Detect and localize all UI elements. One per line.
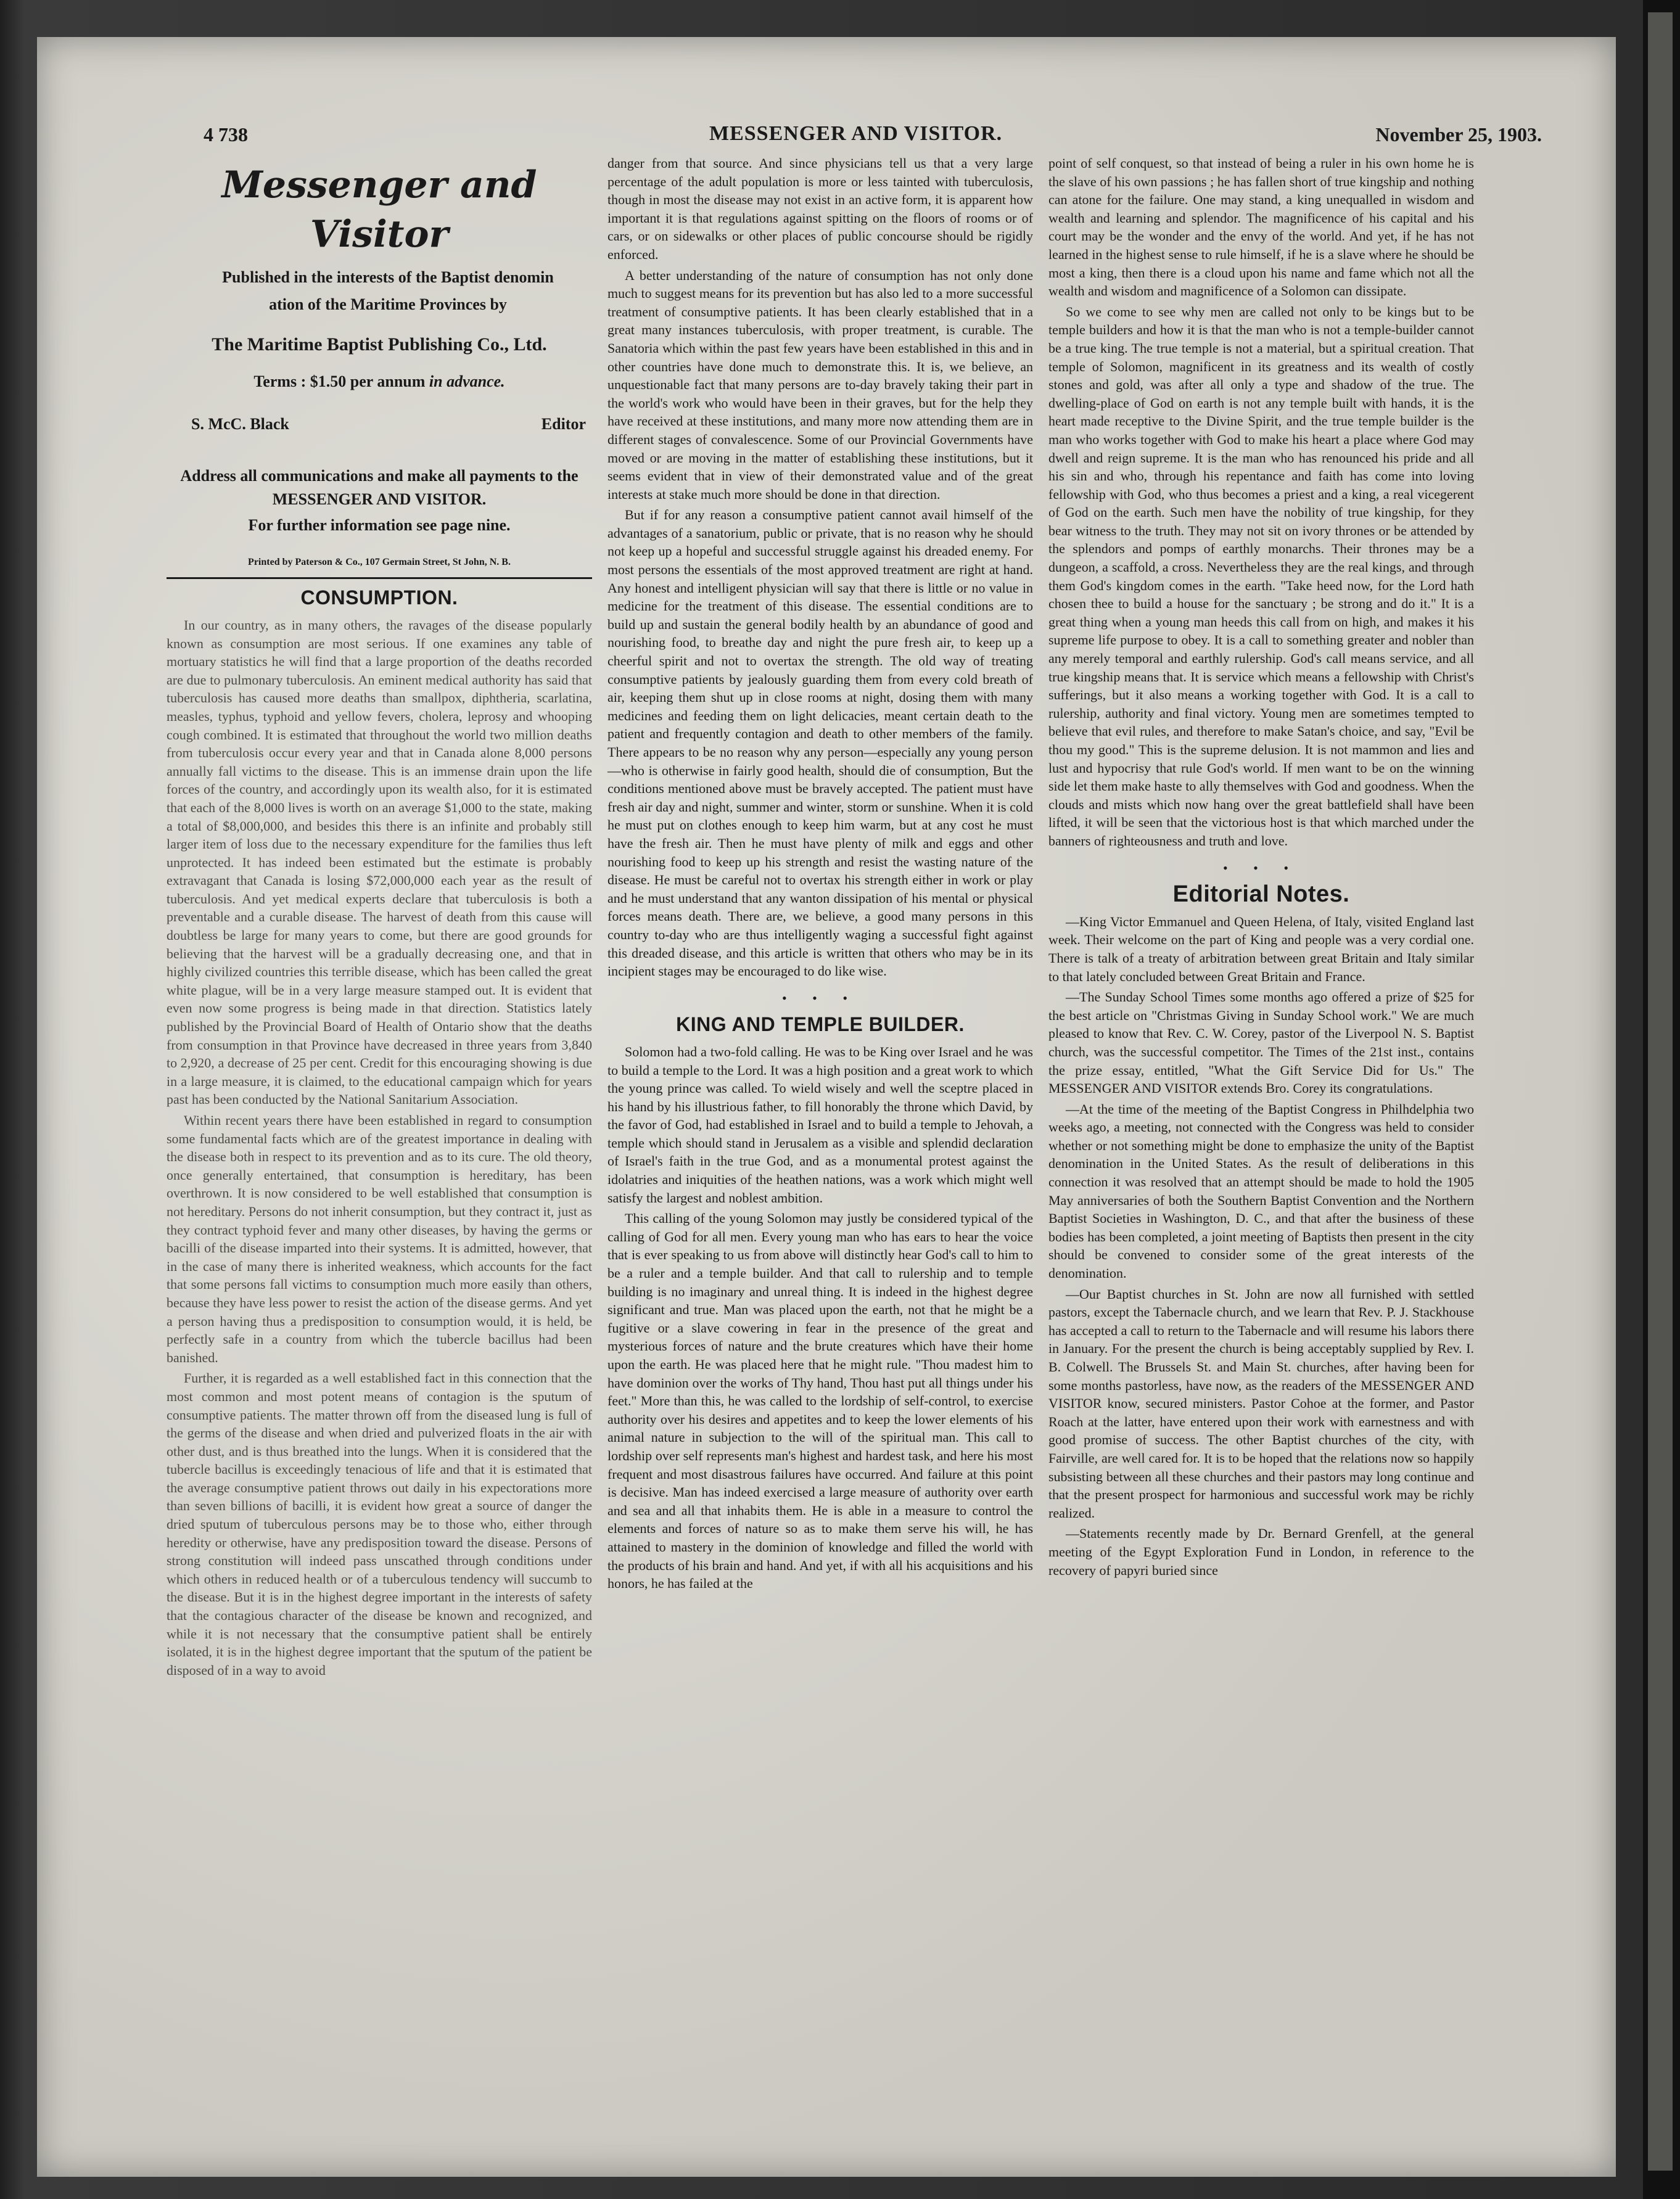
masthead-editor [167, 415, 592, 440]
king-heading: KING AND TEMPLE BUILDER. [676, 1013, 965, 1036]
consumption-paragraph-2: Within recent years there have been established in regard to consumption some fundamental facts which are of the greatest importance in dealing with the disease both in respect to its prevention and as to its cure. The old theory, once generally entertained, that consumption is hereditary, has been overthrown. It is now considered to be well established that consumption is not hereditary. Persons do not inherit consumption, but they contract it, just as they contract typhoid fever and many other diseases, by having the germs or bacilli of the disease imparted into their systems. It is admitted, however, that in the case of many there is inherited weakness, which accounts for the fact that some persons fall victims to consumption much more easily than others, because they have less power to resist the action of the disease germs. And yet a person having thus a predisposition to consumption would, it is held, be perfectly safe in a country from which the tubercle bacillus had been banished. [167, 1112, 592, 1365]
editor-role: Editor [541, 415, 586, 434]
masthead-publisher: The Maritime Baptist Publishing Co., Ltd. [212, 334, 547, 355]
editorial-note-4: —Our Baptist churches in St. John are now all furnished with settled pastors, except the Tabernacle church, and we learn that Rev. P. J. Stackhouse has accepted a call to return to the Tabernacle and will resume his labors there in January. For the present the church is being acceptably supplied by Rev. I. B. Colwell. The Brussels St. and Main St. churches, after having been for some months pastorless, have now, as the readers of the MESSENGER AND VISITOR know, secured ministers. Pastor Cohoe at the former, and Pastor Roach at the latter, have entered upon their work with earnestness and with good promise of success. The other Baptist churches of the city, with Fairville, are well cared for. It is to be hoped that the relations now so happily subsisting between all these churches and their pastors may long continue and that the present prospect for harmonious and successful work may be richly realized. [1048, 1286, 1474, 1521]
king-paragraph-1: Solomon had a two-fold calling. He was to be King over Israel and he was to build a temple to the Lord. It was a high position and a great work to which the young prince was called. To wield wisely and well the sceptre placed in his hand by his illustrious father, to fill honorably the throne which David, by the favor of God, had established in Israel and to build a temple to Jehovah, a temple which should stand in Jerusalem as a visible and splendid declaration of Israel's faith in the true God, and as a monumental protest against the idolatries and iniquities of the heathen nations, was a work which might well satisfy the largest and noblest ambition. [607, 1043, 1033, 1206]
terms-price: Terms : $1.50 per annum [253, 372, 426, 390]
editorial-note-1: —King Victor Emmanuel and Queen Helena, of Italy, visited England last week. Their welcome on the part of King and people was a very cordial one. There is talk of a treaty of arbitration between great Britain and Italy similar to that lately concluded between Great Britain and France. [1048, 913, 1474, 984]
adjacent-page-edge [1643, 0, 1680, 2199]
masthead-printer: Printed by Paterson & Co., 107 Germain Street, St John, N. B. [248, 556, 511, 567]
masthead-title: Messenger and Visitor [221, 163, 537, 256]
masthead-line-2: ation of the Maritime Provinces by [269, 295, 507, 313]
consumption-paragraph-6: But if for any reason a consumptive patient cannot avail himself of the advantages of a sanatorium, public or private, that is no reason why he should not keep up a hopeful and successful struggle against his dreaded enemy. For most persons the essentials of the most approved treatment are right at hand. Any honest and intelligent physician will say that there is little or no value in medicine for the treatment of this disease. The essential conditions are to build up and sustain the general bodily health by an abundance of good and nourishing food, to breathe day and night the pure fresh air, to keep up a cheerful spirit and not to overtax the strength. The old way of treating consumptive patients by jealously guarding them from every cold breath of air, keeping them shut up in close rooms at night, dosing them with many medicines and feeding them on light delicacies, meant certain death to the patient and frequently contagion and death to other members of the family. There appears to be no reason why any person—especially any young person—who is otherwise in fairly good health, should die of consumption, But the conditions mentioned above must be bravely accepted. The patient must have fresh air day and night, summer and winter, storm or sunshine. When it is cold he must put on clothes enough to keep him warm, but at any cost he must have the fresh air. Then he must have plenty of milk and eggs and other nourishing food to keep up his strength and resist the wasting nature of the disease. He must be careful not to overtax his strength either in work or play and he must understand that any wanton dissipation of his mental or physical forces means death. There are, we believe, a good many persons in this country to-day who are thus intelligently waging a successful fight against this dreaded disease, and this article is written that others who may be in its incipient stages may be encouraged to do like wise. [607, 507, 1033, 979]
masthead-line-1: Published in the interests of the Baptist denomin [222, 268, 554, 286]
terms-advance: in advance. [429, 372, 505, 390]
section-separator-1: • • • [781, 990, 859, 1006]
consumption-paragraph-1: In our country, as in many others, the ravages of the disease popularly known as consumption are most serious. If one examines any table of mortuary statistics he will find that a large proportion of the deaths recorded are due to pulmonary tuberculosis. An eminent medical authority has said that tuberculosis has caused more deaths than smallpox, diphtheria, scarlatina, measles, typhus, typhoid and yellow fevers, cholera, leprosy and whooping cough combined. It is estimated that throughout the world two million deaths from tuberculosis occur every year and that in Canada alone 8,000 persons annually fall victims to the disease. This is an immense drain upon the life forces of the country, and accordingly upon its wealth also, for it is estimated that each of the 8,000 lives is worth on an average $1,000 to the state, making a total of $8,000,000, and besides this there is an infinite and probably still larger item of loss due to the necessary expenditure for the families thus left unprotected. It has indeed been estimated but the estimate is probably extravagant that Canada is losing $72,000,000 each year as the result of tuberculosis. And yet medical experts declare that tuberculosis is both a preventable and a curable disease. The harvest of death from this cause will doubtless be large for many years to come, but there are good grounds for believing that the harvest will be a gradually decreasing one, and that in highly civilized countries this terrible disease, which has been called the great white plague, will be in a very large measure stamped out. It is evident that even now some progress is being made in that direction. Statistics lately published by the Provincial Board of Health of Ontario show that the deaths from consumption in that Province have decreased in three years from 3,840 to 2,920, a decrease of 25 per cent. Credit for this encouraging showing is due in a large measure, it is claimed, to the educational campaign which for years past has been conducted by the National Sanitarium Association. [167, 617, 592, 1108]
masthead-address: Address all communications and make all payments to the MESSENGER AND VISITOR. [180, 467, 579, 509]
consumption-paragraph-5: A better understanding of the nature of consumption has not only done much to suggest means for its prevention but has also led to a more successful treatment of consumptive patients. It has been clearly established that in a great many instances tuberculosis, with proper treatment, is curable. The Sanatoria which within the past few years have been established in this and in other countries have done much to demonstrate this. It is, we believe, an unquestionable fact that many persons are to-day bravely taking their part in the world's work who would have been in their graves, but for the help they have received at these institutions, and many more now attending them are in different stages of convalescence. Some of our Provincial Governments have moved or are moving in the matter of establishing these institutions, but it seems evident that in view of their demonstrated value and of the great interests at stake much more should be done in that direction. [607, 267, 1033, 502]
editor-name: S. McC. Black [191, 415, 289, 434]
editorial-note-5: —Statements recently made by Dr. Bernard Grenfell, at the general meeting of the Egypt Exploration Fund in London, in reference to the recovery of papyri buried since [1048, 1526, 1474, 1578]
king-paragraph-4: So we come to see why men are called not only to be kings but to be temple builders and how it is that the man who is not a temple-builder cannot be a true king. The true temple is not a material, but a spiritual creation. That temple of Solomon, magnificent in its greatness and its wealth of costly stones and gold, was after all only a type and shadow of the true. The dwelling-place of God on earth is not any temple built with hands, it is the heart made receptive to the Divine Spirit, and the true temple builder is the man who works together with God to make his heart a place where God may dwell and reign supreme. It is the man who has renounced his pride and all his sin and who, through his repentance and faith has come into loving fellowship with God, who thus becomes a priest and a king, a real vicegerent of God on the earth. Such men have the nobility of true kingship, for they bear witness to the truth. They may not sit on ivory thrones or be attended by the splendors and pomps of earthly monarchs. Their thrones may be a dungeon, a scaffold, a cross. Nevertheless they are the real kings, and through them God's kingdom comes in the earth. "Take heed now, for the Lord hath chosen thee to build a house for the sanctuary ; be strong and do it." It is a great thing when a young man heeds this call from on high, and makes it his supreme life purpose to obey. It is a call to something greater and nobler than any merely temporal and earthly rulership. God's call means service, and all true kingship means that. It is service which means a fellowship with Christ's sufferings, but it also means a working together with God. It is a call to rulership, authority and final victory. Young men are sometimes tempted to believe that evil rules, and therefore to make Satan's choice, and say, "Evil be thou my good." This is the supreme delusion. It is not mammon and lies and lust and hypocrisy that rule God's world. If men want to be on the winning side let them make haste to ally themselves with God and goodness. When the clouds and mists which now hang over the great battlefield shall have been lifted, it will be seen that the victorious host is that which marched under the banners of righteousness and truth and love. [1048, 303, 1474, 849]
page-number: 4 738 [204, 123, 248, 146]
king-paragraph-2: This calling of the young Solomon may justly be considered typical of the calling of God for all men. Every young man who has ears to hear the voice that is ever speaking to us from above will distinctly hear God's call to him to be a ruler and a temple builder. And that call to rulership and to temple building is no imaginary and unreal thing. It is indeed in the highest degree significant and true. Man was placed upon the earth, not that he might be a fugitive or a slave cowering in fear in the presence of the great and mysterious forces of nature and the brute creatures which have their home upon the earth. He was placed here that he might rule. "Thou madest him to have dominion over the works of Thy hand, Thou hast put all things under his feet." More than this, he was called to the lordship of self-control, to exercise authority over his desires and appetites and to keep the lower elements of his animal nature in subjection to the will of the spiritual man. This call to lordship over self represents man's highest and hardest task, and here his most frequent and most disastrous failures have occurred. And failure at this point is decisive. Man has indeed exercised a large measure of authority over earth and sea and all that inhabits them. He is able in a measure to control the elements and forces of nature so as to make them serve his will, he has attained to mastery in the dominion of knowledge and filled the world with the products of his brain and hand. And yet, if with all his acquisitions and his honors, he has failed at the [607, 1210, 1033, 1592]
column-middle [607, 154, 1033, 1595]
page-header [154, 111, 1542, 148]
consumption-paragraph-4: danger from that source. And since physicians tell us that a very large percentage of the adult population is more or less tainted with tuberculosis, though in most the disease may not exist in an active form, it is apparent how important it is that regulations against spitting on the floors of rooms or of cars, or on sidewalks or other places of public concourse should be rigidly enforced. [607, 155, 1033, 262]
column-left [167, 154, 592, 1682]
consumption-heading: CONSUMPTION. [300, 586, 458, 609]
masthead-rule [167, 577, 592, 579]
masthead-further-info: For further information see page nine. [248, 516, 511, 535]
editorial-note-2: —The Sunday School Times some months ago offered a prize of $25 for the best article on "Christmas Giving in Sunday School work." We are much pleased to know that Rev. C. W. Corey, pastor of the Liverpool N. S. Baptist church, was the successful competitor. The Times of the 21st inst., contains the prize essay, entitled, "What the Gift Service Did for Us." The MESSENGER AND VISITOR extends Bro. Corey its congratulations. [1048, 989, 1474, 1096]
consumption-paragraph-3: Further, it is regarded as a well established fact in this connection that the most common and most potent means of contagion is the sputum of consumptive patients. The matter thrown off from the diseased lung is full of the germs of the disease and when dried and pulverized floats in the air with other dust, and is thus breathed into the lungs. When it is considered that the tubercle bacillus is exceedingly tenacious of life and that it is estimated that the average consumptive patient throws out daily in his expectorations more than seven billions of bacilli, it is evident how great a source of danger the dried sputum of tuberculous persons may be to those who, either through heredity or otherwise, have any predisposition toward the disease. Persons of strong constitution will indeed pass unscathed through conditions under which others in reduced health or of a tuberculous tendency will succumb to the disease. But it is in the highest degree important in the interests of safety that the contagious character of the disease be known and recognized, and while it is not necessary that the consumptive patient shall be entirely isolated, it is in the highest degree important that the sputum of the patient be disposed of in a way to avoid [167, 1370, 592, 1678]
editorial-note-3: —At the time of the meeting of the Baptist Congress in Philhdelphia two weeks ago, a meeting, not connected with the Congress was held to consider whether or not something might be done to emphasize the unity of the Baptist denomination in the United States. As the result of deliberations in this connection it was resolved that an attempt should be made to hold the 1905 May anniversaries of both the Southern Baptist Convention and the Northern Baptist Societies in Washington, D. C., and that after the business of these bodies has been completed, a joint meeting of Baptists then present in the city should be convened to consider some of the great interests of the denomination. [1048, 1101, 1474, 1281]
masthead [167, 160, 592, 571]
masthead-terms [167, 372, 592, 391]
adjacent-page-strip [1648, 12, 1673, 2171]
editorial-notes-heading: Editorial Notes. [1172, 881, 1350, 908]
section-separator-2: • • • [1222, 860, 1300, 876]
column-right [1048, 154, 1474, 1582]
newspaper-title: MESSENGER AND VISITOR. [709, 122, 1003, 145]
issue-date: November 25, 1903. [1375, 123, 1542, 146]
king-paragraph-3: point of self conquest, so that instead of being a ruler in his own home he is the slave of his own passions ; he has fallen short of true kingship and nothing can atone for the failure. One may stand, a king unequalled in wisdom and wealth and learning and splendor. The magnificence of his capital and his court may be the wonder and the envy of the world. And yet, if he has not learned in the highest sense to rule himself, if he is a slave where he should be most a king, then there is a cloud upon his name and fame which not all the wealth and wisdom and magnificence of a Solomon can dissipate. [1048, 155, 1474, 299]
